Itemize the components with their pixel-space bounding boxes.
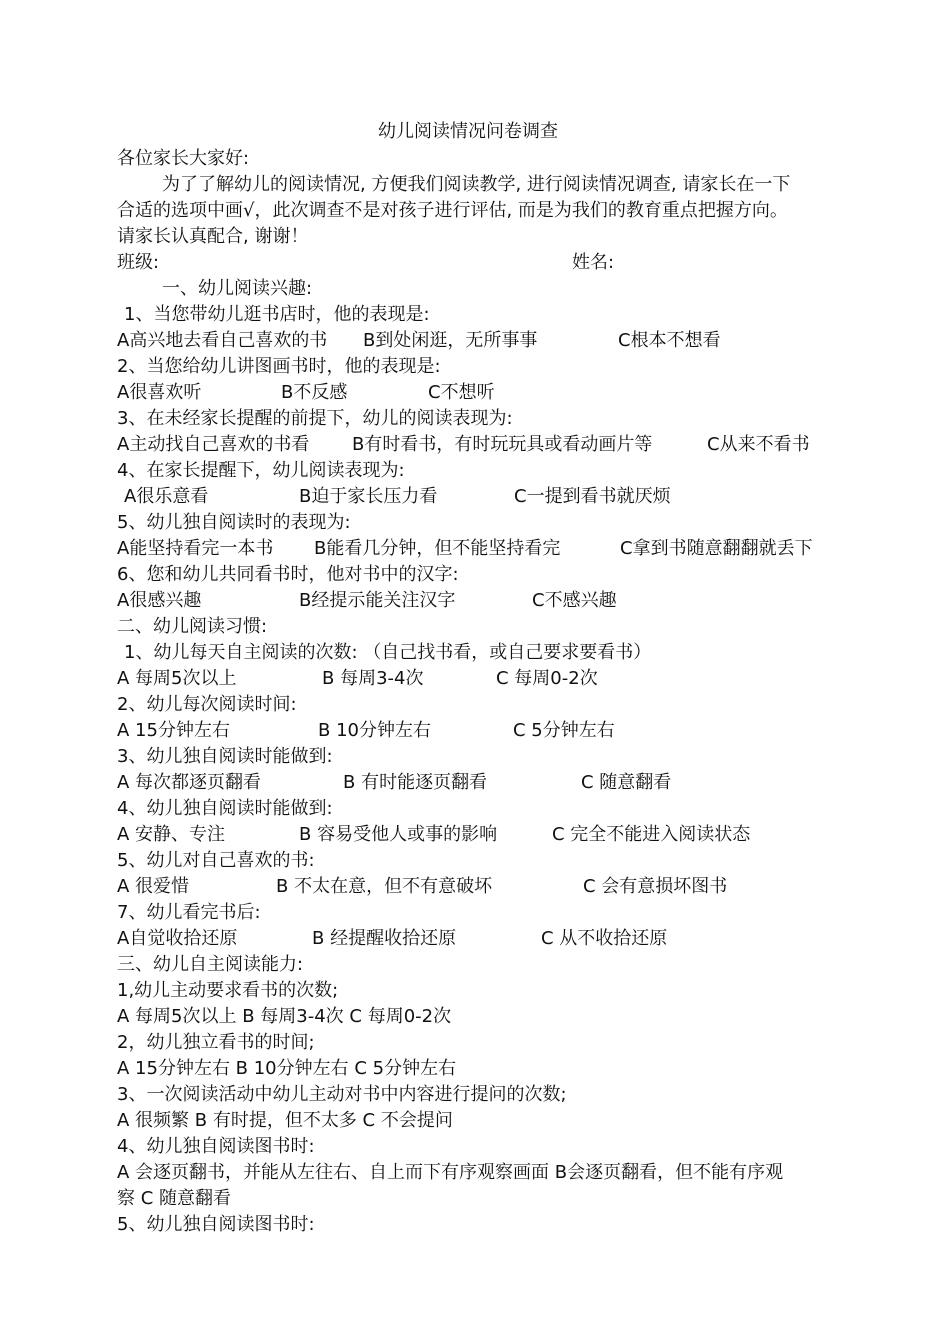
- option-c: C不想听: [428, 382, 495, 403]
- option-c: C 每周0-2次: [496, 668, 598, 689]
- option-c: C不感兴趣: [532, 590, 617, 611]
- section-1-heading-line: [0, 276, 950, 302]
- question-text: 2、幼儿每次阅读时间:: [117, 694, 297, 715]
- option-a: A能坚持看完一本书: [117, 538, 274, 559]
- question-text: 5、幼儿独自阅读图书时:: [117, 1214, 315, 1235]
- s1-q2-options: [0, 380, 950, 406]
- option-a: A 很爱惜: [117, 876, 190, 897]
- intro-line-2: [0, 198, 950, 224]
- option-b: B 经提醒收拾还原: [312, 928, 457, 949]
- question-text: 5、幼儿独自阅读时的表现为:: [117, 512, 351, 533]
- s3-q2-options: [0, 1056, 950, 1082]
- intro-line-3: [0, 224, 950, 250]
- s3-q1-line: [0, 978, 950, 1004]
- s1-q2-line: [0, 354, 950, 380]
- s1-q6-line: [0, 562, 950, 588]
- s1-q5-options: [0, 536, 950, 562]
- s3-q5-line: [0, 1212, 950, 1238]
- question-text: 4、幼儿独自阅读图书时:: [117, 1136, 315, 1157]
- options-inline: A 很频繁 B 有时提，但不太多 C 不会提问: [117, 1110, 453, 1131]
- option-c: C从来不看书: [707, 434, 810, 455]
- option-b: B 不太在意，但不有意破坏: [276, 876, 493, 897]
- intro-line-1: [0, 172, 950, 198]
- option-c: C 随意翻看: [581, 772, 672, 793]
- s1-q3-line: [0, 406, 950, 432]
- option-a: A 每次都逐页翻看: [117, 772, 262, 793]
- option-a: A很感兴趣: [117, 590, 202, 611]
- s2-q7-options: [0, 926, 950, 952]
- question-text: 2，幼儿独立看书的时间;: [117, 1032, 315, 1053]
- s3-q3-options: [0, 1108, 950, 1134]
- options-inline: 察 C 随意翻看: [117, 1188, 232, 1209]
- question-text: 1、幼儿每天自主阅读的次数: （自己找书看，或自己要求要看书）: [124, 642, 652, 663]
- option-b: B 每周3-4次: [322, 668, 424, 689]
- s2-q4-options: [0, 822, 950, 848]
- section-heading: 二、幼儿阅读习惯:: [117, 616, 268, 637]
- intro-text: 为了了解幼儿的阅读情况, 方便我们阅读教学, 进行阅读情况调查, 请家长在一下: [162, 174, 791, 195]
- question-text: 7、幼儿看完书后:: [117, 902, 261, 923]
- s1-q4-options: [0, 484, 950, 510]
- title-line: [0, 119, 950, 145]
- greeting: 各位家长大家好:: [117, 148, 250, 169]
- question-text: 3、幼儿独自阅读时能做到:: [117, 746, 333, 767]
- s3-q4-options-2: [0, 1186, 950, 1212]
- class-name-line: [0, 250, 950, 276]
- s2-q7-line: [0, 900, 950, 926]
- section-heading: 三、幼儿自主阅读能力:: [117, 954, 304, 975]
- option-a: A 安静、专注: [117, 824, 226, 845]
- option-a: A自觉收拾还原: [117, 928, 238, 949]
- s3-q4-line: [0, 1134, 950, 1160]
- s1-q6-options: [0, 588, 950, 614]
- s3-q4-options-1: [0, 1160, 950, 1186]
- s1-q1-line: [0, 302, 950, 328]
- s1-q4-line: [0, 458, 950, 484]
- class-label: 班级:: [117, 252, 160, 273]
- question-text: 2、当您给幼儿讲图画书时，他的表现是:: [117, 356, 441, 377]
- option-c: C根本不想看: [618, 330, 721, 351]
- option-b: B有时看书，有时玩玩具或看动画片等: [352, 434, 653, 455]
- s2-q1-options: [0, 666, 950, 692]
- s2-q2-line: [0, 692, 950, 718]
- s1-q3-options: [0, 432, 950, 458]
- option-b: B不反感: [281, 382, 348, 403]
- option-a: A 每周5次以上: [117, 668, 237, 689]
- option-a: A很喜欢听: [117, 382, 202, 403]
- option-c: C 从不收拾还原: [541, 928, 668, 949]
- s2-q5-line: [0, 848, 950, 874]
- s1-q1-options: [0, 328, 950, 354]
- s2-q2-options: [0, 718, 950, 744]
- question-text: 4、在家长提醒下，幼儿阅读表现为:: [117, 460, 405, 481]
- section-3-heading-line: [0, 952, 950, 978]
- s1-q5-line: [0, 510, 950, 536]
- question-text: 5、幼儿对自己喜欢的书:: [117, 850, 315, 871]
- option-a: A主动找自己喜欢的书看: [117, 434, 310, 455]
- s3-q1-options: [0, 1004, 950, 1030]
- option-b: B能看几分钟，但不能坚持看完: [314, 538, 561, 559]
- section-2-heading-line: [0, 614, 950, 640]
- question-text: 1、当您带幼儿逛书店时，他的表现是:: [124, 304, 430, 325]
- option-a: A高兴地去看自己喜欢的书: [117, 330, 328, 351]
- option-c: C一提到看书就厌烦: [514, 486, 671, 507]
- option-b: B 10分钟左右: [318, 720, 431, 741]
- s2-q5-options: [0, 874, 950, 900]
- question-text: 6、您和幼儿共同看书时，他对书中的汉字:: [117, 564, 459, 585]
- options-inline: A 15分钟左右 B 10分钟左右 C 5分钟左右: [117, 1058, 457, 1079]
- option-b: B 有时能逐页翻看: [343, 772, 488, 793]
- name-label: 姓名:: [572, 252, 615, 273]
- option-b: B到处闲逛，无所事事: [363, 330, 538, 351]
- s3-q3-line: [0, 1082, 950, 1108]
- option-c: C 会有意损坏图书: [583, 876, 728, 897]
- options-inline: A 会逐页翻书，并能从左往右、自上而下有序观察画面 B会逐页翻看，但不能有序观: [117, 1162, 784, 1183]
- question-text: 4、幼儿独自阅读时能做到:: [117, 798, 333, 819]
- option-a: A 15分钟左右: [117, 720, 230, 741]
- options-inline: A 每周5次以上 B 每周3-4次 C 每周0-2次: [117, 1006, 452, 1027]
- greeting-line: [0, 146, 950, 172]
- option-b: B 容易受他人或事的影响: [299, 824, 498, 845]
- option-b: B迫于家长压力看: [299, 486, 438, 507]
- option-c: C 完全不能进入阅读状态: [552, 824, 751, 845]
- question-text: 3、在未经家长提醒的前提下，幼儿的阅读表现为:: [117, 408, 513, 429]
- s2-q4-line: [0, 796, 950, 822]
- section-heading: 一、幼儿阅读兴趣:: [162, 278, 313, 299]
- s2-q1-line: [0, 640, 950, 666]
- intro-text: 请家长认真配合, 谢谢！: [117, 226, 309, 247]
- intro-text: 合适的选项中画√，此次调查不是对孩子进行评估, 而是为我们的教育重点把握方向。: [117, 200, 788, 221]
- question-text: 1,幼儿主动要求看书的次数;: [117, 980, 339, 1001]
- option-a: A很乐意看: [124, 486, 209, 507]
- option-b: B经提示能关注汉字: [299, 590, 456, 611]
- s2-q3-line: [0, 744, 950, 770]
- option-c: C拿到书随意翻翻就丢下: [620, 538, 813, 559]
- s3-q2-line: [0, 1030, 950, 1056]
- page-title: 幼儿阅读情况问卷调查: [378, 121, 558, 142]
- option-c: C 5分钟左右: [513, 720, 615, 741]
- question-text: 3、一次阅读活动中幼儿主动对书中内容进行提问的次数;: [117, 1084, 567, 1105]
- s2-q3-options: [0, 770, 950, 796]
